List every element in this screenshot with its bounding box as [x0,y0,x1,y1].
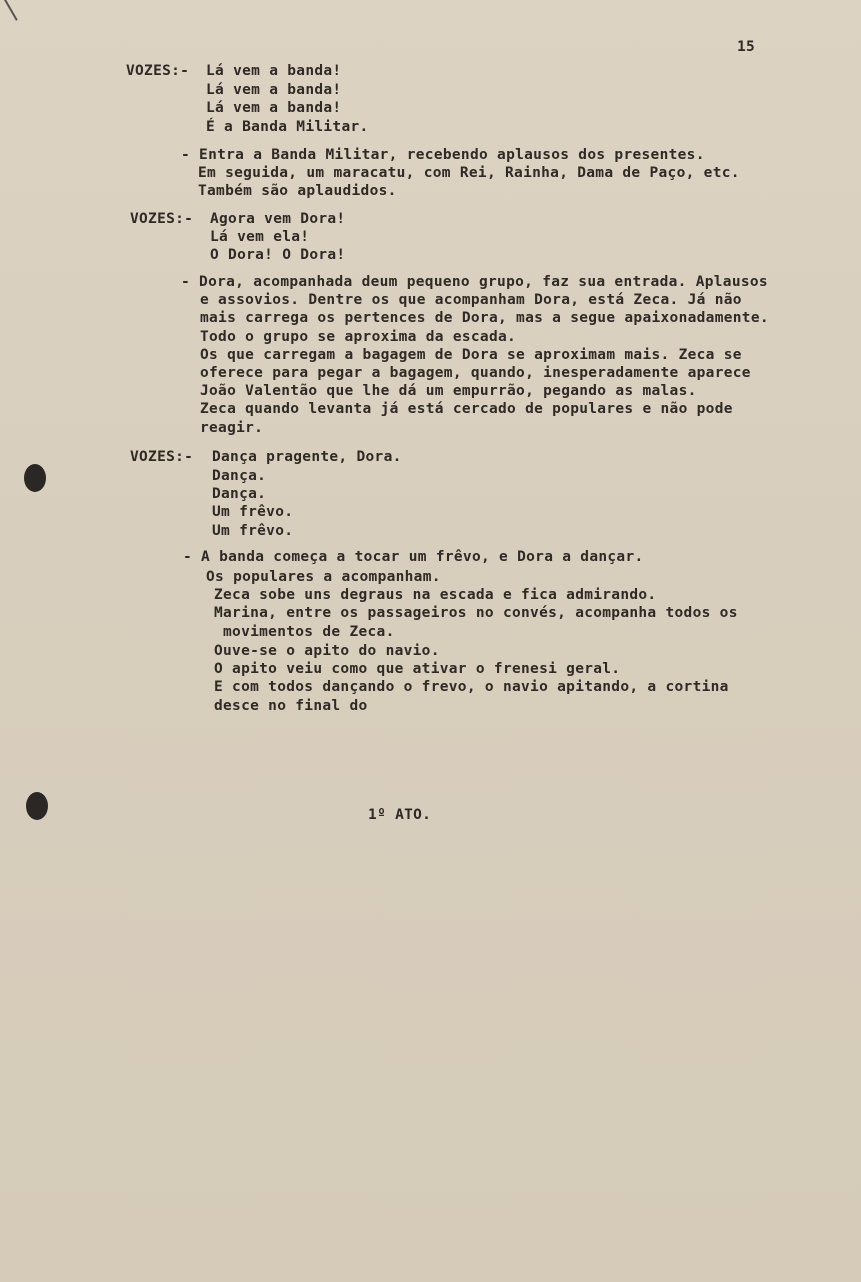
dialogue-line: Lá vem a banda! [206,82,342,98]
punch-hole [24,464,46,492]
stage-direction-line: - Dora, acompanhada deum pequeno grupo, faz sua entrada. Aplausos [181,274,768,290]
dialogue-line: Lá vem a banda! [206,100,342,116]
stage-direction-line: Os que carregam a bagagem de Dora se aproximam mais. Zeca se [200,347,742,363]
dialogue-line: Um frêvo. [212,523,294,539]
dialogue-line: Dança. [212,486,267,502]
stage-direction-line: Os populares a acompanham. [206,569,441,585]
dialogue-line: Lá vem a banda! [206,63,342,79]
stage-direction-line: reagir. [200,420,264,436]
dialogue-line: Um frêvo. [212,504,294,520]
stage-direction-line: oferece para pegar a bagagem, quando, inesperadamente aparece [200,365,751,381]
stage-direction-line: Ouve-se o apito do navio. [214,643,440,659]
stage-direction-line: Marina, entre os passageiros no convés, acompanha todos os [214,605,738,621]
stage-direction-line: - A banda começa a tocar um frêvo, e Dora a dançar. [183,549,644,565]
page-number: 15 [737,39,756,55]
pencil-mark [4,0,18,21]
stage-direction-line: Também são aplaudidos. [198,183,397,199]
dialogue-line: O Dora! O Dora! [210,247,346,263]
dialogue-line: Dança. [212,468,267,484]
stage-direction-line: E com todos dançando o frevo, o navio apitando, a cortina [214,679,729,695]
stage-direction-line: João Valentão que lhe dá um empurrão, pegando as malas. [200,383,697,399]
stage-direction-line: desce no final do [214,698,368,714]
dialogue-line: É a Banda Militar. [206,119,369,135]
speaker-label: VOZES:- [130,211,194,227]
act-footer: 1º ATO. [368,807,432,823]
stage-direction-line: - Entra a Banda Militar, recebendo aplausos dos presentes. [181,147,705,163]
stage-direction-line: Em seguida, um maracatu, com Rei, Rainha, Dama de Paço, etc. [198,165,740,181]
stage-direction-line: e assovios. Dentre os que acompanham Dora, está Zeca. Já não [200,292,742,308]
stage-direction-line: mais carrega os pertences de Dora, mas a segue apaixonadamente. [200,310,769,326]
stage-direction-line: movimentos de Zeca. [214,624,395,640]
stage-direction-line: Todo o grupo se aproxima da escada. [200,329,517,345]
speaker-label: VOZES:- [126,63,190,79]
punch-hole [26,792,48,820]
dialogue-line: Agora vem Dora! [210,211,346,227]
stage-direction-line: Zeca quando levanta já está cercado de populares e não pode [200,401,733,417]
stage-direction-line: Zeca sobe uns degraus na escada e fica admirando. [214,587,657,603]
dialogue-line: Lá vem ela! [210,229,310,245]
speaker-label: VOZES:- [130,449,194,465]
dialogue-line: Dança pragente, Dora. [212,449,402,465]
stage-direction-line: O apito veiu como que ativar o frenesi geral. [214,661,621,677]
